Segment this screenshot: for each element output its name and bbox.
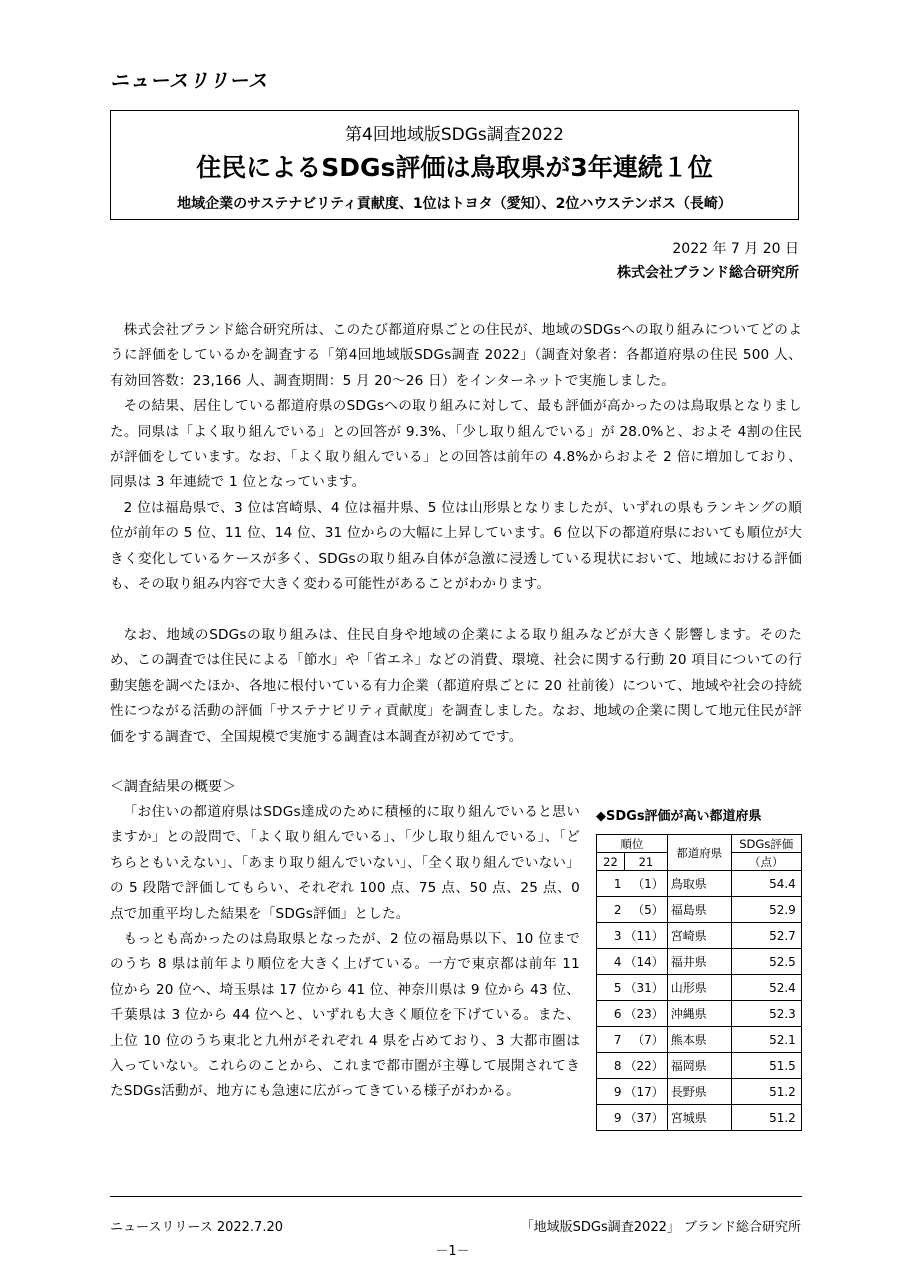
paragraph: 2 位は福島県で、3 位は宮崎県、4 位は福井県、5 位は山形県となりましたが、いずれの県もランキングの順位が前年の 5 位、11 位、14 位、31 位からの大幅に上昇しています。6 位以下の都道府県においても順位が大きく変化しているケースが多く、SDGsの取り組み自体が急激に浸透している現状において、地域における評価も、その取り組み内容で大きく変わる可能性があることがわかります。 [110,499,802,593]
paragraph: 株式会社ブランド総合研究所は、このたび都道府県ごとの住民が、地域のSDGsへの取り組みについてどのように評価をしているかを調査する「第4回地域版SDGs調査 2022」（調査対象者：各都道府県の住民 500 人、有効回答数：23,166 人、調査期間：5 月 20～26 日）をインターネットで実施しました。 [110,322,802,389]
sdgs-score: 52.1 [731,1027,801,1053]
organization-name: 株式会社ブランド総合研究所 [617,265,799,281]
sdgs-score: 52.7 [731,923,801,949]
title-subheading: 第4回地域版SDGs調査2022 [345,125,564,145]
prefecture-name: 鳥取県 [667,871,731,897]
table-row [597,975,802,1001]
intro-section [110,318,802,597]
summary-heading: ＜調査結果の概要＞ [110,779,236,795]
page-number: －1－ [435,1244,470,1259]
paragraph: もっとも高かったのは鳥取県となったが、2 位の福島県以下、10 位までのうち 8 県は前年より順位を大きく上げている。一方で東京都は前年 11 位から 20 位へ、埼玉県は 17 位から 41 位、神奈川県は 9 位から 43 位、千葉県は 3 位から 44 位へと、いずれも大きく順位を下げている。また、上位 10 位のうち東北と九州がそれぞれ 4 県を占めており、3 大都市圏は入っていない。これらのことから、これまで都市圏が主導して展開されてきたSDGs活動が、地方にも急速に広がってきている様子がわかる。 [110,931,580,1100]
table-row [597,1105,802,1131]
paragraph: その結果、居住している都道府県のSDGsへの取り組みに対して、最も評価が高かったのは鳥取県となりました。同県は「よく取り組んでいる」との回答が 9.3%、「少し取り組んでいる」が 28.0%と、およそ 4割の住民が評価をしています。なお、「よく取り組んでいる」との回答は前年の 4.8%からおよそ 2 倍に増加しており、同県は 3 年連続で 1 位となっています。 [110,398,802,491]
rank-2022: 5 [597,975,625,1001]
prefecture-name: 福井県 [667,949,731,975]
table-row [597,1027,802,1053]
table-row [597,1079,802,1105]
title-description: 地域企業のサステナビリティ貢献度、1位はトヨタ（愛知）、2位ハウステンボス（長崎） [177,196,732,212]
rank-2021: （31） [625,975,668,1001]
prefecture-name: 熊本県 [667,1027,731,1053]
header-year-21: 21 [625,853,668,871]
title-box [110,110,799,220]
rank-2022: 2 [597,897,625,923]
ranking-table-title: ◆SDGs評価が高い都道府県 [596,809,762,824]
prefecture-name: 福島県 [667,897,731,923]
table-row [597,1001,802,1027]
header-rank: 順位 [597,835,668,853]
table-row [597,897,802,923]
rank-2021: （17） [625,1079,668,1105]
rank-2021: （5） [625,897,668,923]
rank-2022: 4 [597,949,625,975]
prefecture-name: 宮崎県 [667,923,731,949]
prefecture-name: 沖縄県 [667,1001,731,1027]
rank-2022: 3 [597,923,625,949]
sdgs-score: 51.5 [731,1053,801,1079]
header-score: SDGs評価 [731,835,801,853]
prefecture-name: 福岡県 [667,1053,731,1079]
rank-2021: （11） [625,923,668,949]
ranking-table [596,834,802,1131]
rank-2021: （1） [625,871,668,897]
footer-left: ニュースリリース 2022.7.20 [110,1220,283,1235]
sdgs-score: 54.4 [731,871,801,897]
sdgs-score: 51.2 [731,1105,801,1131]
sdgs-score: 52.9 [731,897,801,923]
release-date: 2022 年 7 月 20 日 [672,241,799,257]
rank-2021: （37） [625,1105,668,1131]
rank-2022: 7 [597,1027,625,1053]
table-row [597,1053,802,1079]
rank-2022: 9 [597,1079,625,1105]
rank-2022: 6 [597,1001,625,1027]
header-unit: （点） [731,853,801,871]
rank-2021: （22） [625,1053,668,1079]
title-main-heading: 住民によるSDGs評価は鳥取県が3年連続１位 [196,153,713,182]
header-prefecture: 都道府県 [667,835,731,871]
sdgs-score: 52.4 [731,975,801,1001]
sdgs-score: 52.5 [731,949,801,975]
summary-section [110,800,580,1105]
prefecture-name: 山形県 [667,975,731,1001]
rank-2022: 8 [597,1053,625,1079]
prefecture-name: 宮城県 [667,1105,731,1131]
footer-right: 「地域版SDGs調査2022」 ブランド総合研究所 [520,1220,801,1235]
table-row [597,949,802,975]
table-row [597,871,802,897]
sdgs-score: 52.3 [731,1001,801,1027]
rank-2021: （23） [625,1001,668,1027]
rank-2022: 1 [597,871,625,897]
paragraph: なお、地域のSDGsの取り組みは、住民自身や地域の企業による取り組みなどが大きく影響します。そのため、この調査では住民による「節水」や「省エネ」などの消費、環境、社会に関する行動 20 項目についての行動実態を調べたほか、各地に根付いている有力企業（都道府県ごとに 20 社前後）について、地域や社会の持続性につながる活動の評価「サステナビリティ貢献度」を調査しました。なお、地域の企業に関して地元住民が評価をする調査で、全国規模で実施する調査は本調査が初めてです。 [110,627,802,745]
sdgs-score: 51.2 [731,1079,801,1105]
table-row [597,923,802,949]
rank-2022: 9 [597,1105,625,1131]
ranking-table-container [596,834,802,1131]
footer-divider [110,1196,802,1197]
paragraph: 「お住いの都道府県はSDGs達成のために積極的に取り組んでいると思いますか」との設問で、「よく取り組んでいる」、「少し取り組んでいる」、「どちらともいえない」、「あまり取り組んでいない」、「全く取り組んでいない」の 5 段階で評価してもらい、それぞれ 100 点、75 点、50 点、25 点、0 点で加重平均した結果を「SDGs評価」とした。 [110,804,580,922]
rank-2021: （14） [625,949,668,975]
release-label: ニュースリリース [110,70,269,92]
rank-2021: （7） [625,1027,668,1053]
prefecture-name: 長野県 [667,1079,731,1105]
header-year-22: 22 [597,853,625,871]
background-section [110,623,802,750]
